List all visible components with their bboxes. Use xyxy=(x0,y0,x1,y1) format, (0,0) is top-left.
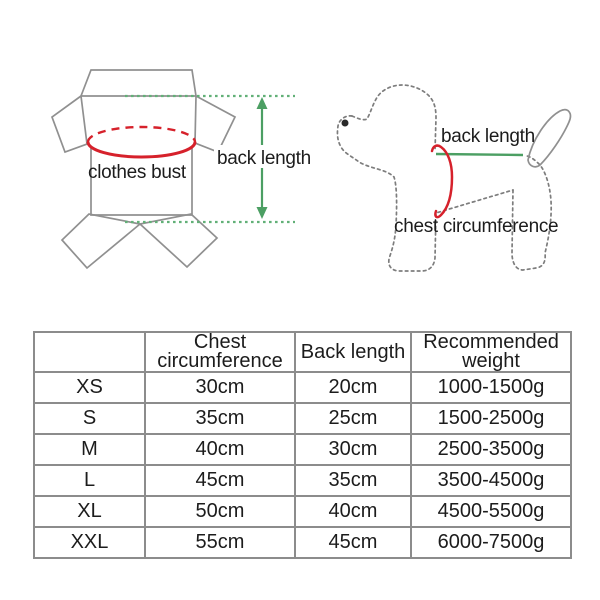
weight-cell: 6000-7500g xyxy=(411,527,571,558)
weight-cell: 4500-5500g xyxy=(411,496,571,527)
dog-hind-leg-outline xyxy=(512,156,551,270)
bust-ellipse-bottom-arc xyxy=(88,142,195,157)
arrowhead-down-icon xyxy=(257,207,268,219)
header-recommended-weight xyxy=(411,332,571,372)
back-cell: 45cm xyxy=(295,527,411,558)
back-cell: 20cm xyxy=(295,372,411,403)
header-chest-line1: Chest xyxy=(193,331,247,353)
weight-cell: 1500-2500g xyxy=(411,403,571,434)
header-weight-line2: weight xyxy=(462,350,520,372)
sleeve-left-shape xyxy=(52,96,87,152)
header-weight-line1: Recommended xyxy=(423,331,559,353)
dog-head-outline xyxy=(352,85,436,151)
back-cell: 35cm xyxy=(295,465,411,496)
chest-cell: 55cm xyxy=(145,527,295,558)
chest-circumference-label: chest circumference xyxy=(394,216,559,237)
chest-cell: 40cm xyxy=(145,434,295,465)
header-chest-line2: circumference xyxy=(157,350,283,372)
table-row-xxl xyxy=(34,527,571,558)
header-size xyxy=(34,332,145,372)
back-length-label-dog: back length xyxy=(441,126,535,147)
dog-diagram xyxy=(337,85,551,271)
size-cell: XXL xyxy=(34,527,145,558)
size-cell: M xyxy=(34,434,145,465)
size-table-section xyxy=(33,331,572,559)
table-row-s xyxy=(34,403,571,434)
bust-ellipse xyxy=(88,127,195,157)
collar-shape xyxy=(81,70,196,96)
chest-cell: 50cm xyxy=(145,496,295,527)
table-row-m xyxy=(34,434,571,465)
table-header-row xyxy=(34,332,571,372)
sleeve-right-shape xyxy=(195,96,235,152)
weight-cell: 3500-4500g xyxy=(411,465,571,496)
chest-cell: 30cm xyxy=(145,372,295,403)
chest-cell: 45cm xyxy=(145,465,295,496)
size-cell: S xyxy=(34,403,145,434)
dog-nose-dot xyxy=(342,120,349,127)
weight-cell: 1000-1500g xyxy=(411,372,571,403)
table-row-xl xyxy=(34,496,571,527)
leg-flap-left-shape xyxy=(62,214,140,268)
header-chest-circumference xyxy=(145,332,295,372)
chest-circumference-arc xyxy=(432,146,452,217)
header-back-length: Back length xyxy=(295,332,411,372)
bust-ellipse-top-arc xyxy=(88,127,195,142)
size-cell: XL xyxy=(34,496,145,527)
size-cell: L xyxy=(34,465,145,496)
back-cell: 25cm xyxy=(295,403,411,434)
table-row-xs xyxy=(34,372,571,403)
back-cell: 40cm xyxy=(295,496,411,527)
table-row-l xyxy=(34,465,571,496)
size-chart-table xyxy=(33,331,572,559)
arrowhead-up-icon xyxy=(257,97,268,109)
back-length-label-garment: back length xyxy=(217,148,311,169)
back-cell: 30cm xyxy=(295,434,411,465)
weight-cell: 2500-3500g xyxy=(411,434,571,465)
size-cell: XS xyxy=(34,372,145,403)
clothes-bust-label: clothes bust xyxy=(88,162,186,183)
chest-cell: 35cm xyxy=(145,403,295,434)
